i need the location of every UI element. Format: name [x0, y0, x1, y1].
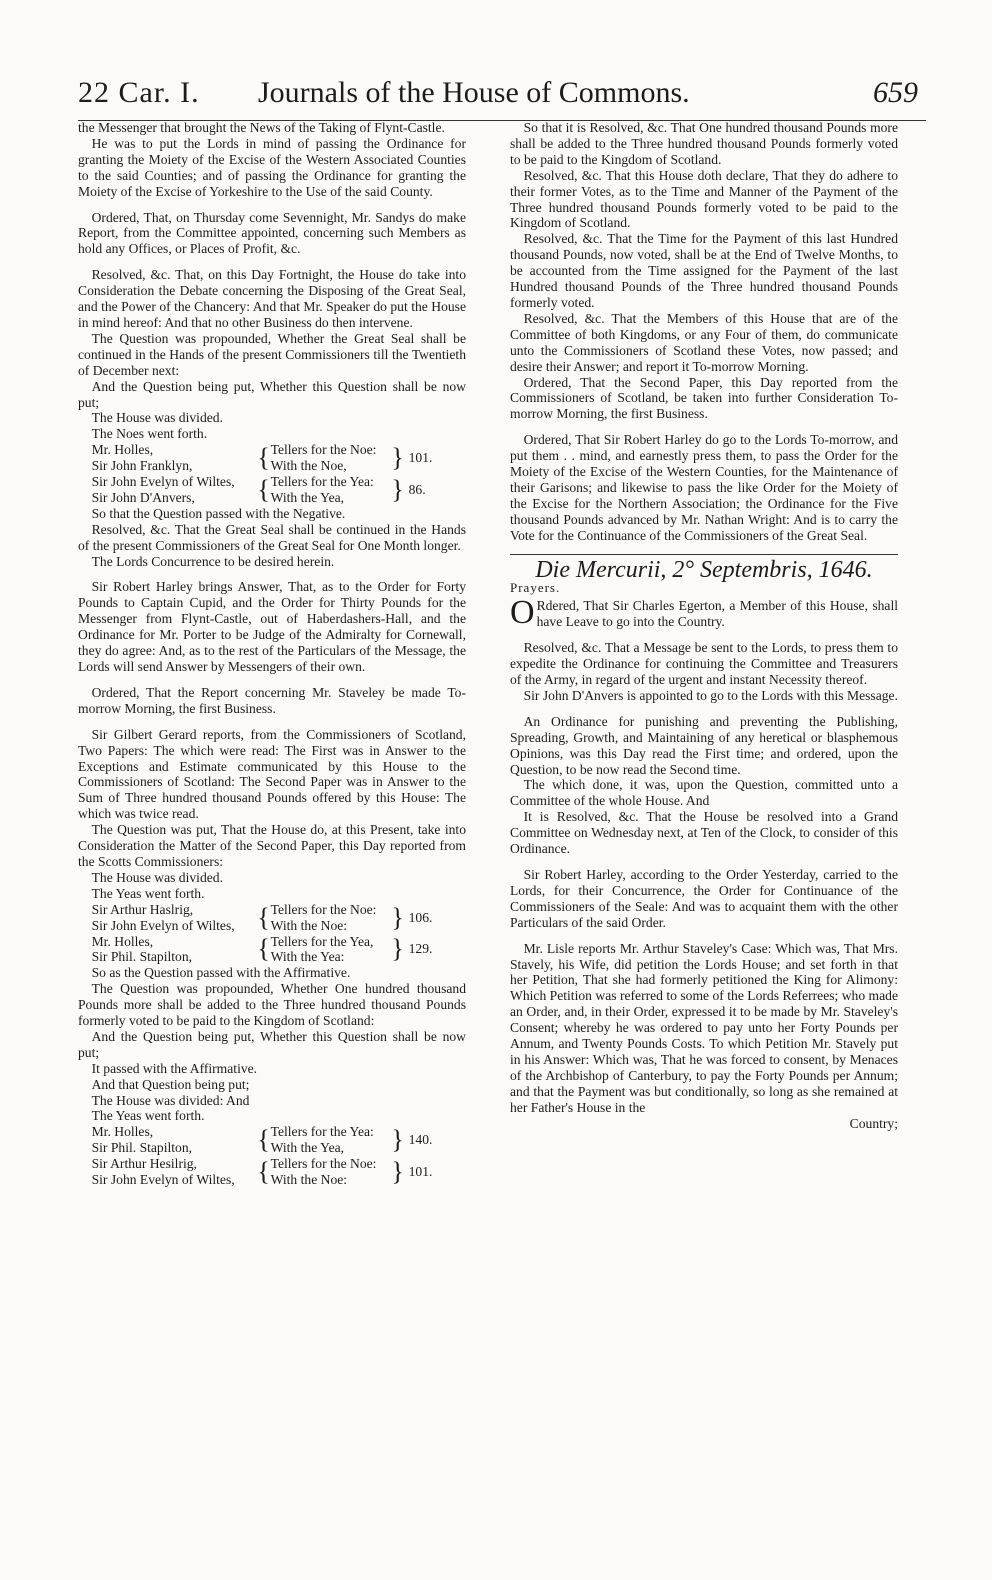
teller-role: Tellers for the Noe:	[270, 1156, 377, 1172]
teller-roles	[271, 934, 391, 966]
paragraph: The House was divided.	[91, 869, 223, 885]
teller-role: With the Noe,	[270, 458, 347, 474]
teller-names	[92, 474, 257, 506]
paragraph: Sir Robert Harley, according to the Order Yesterday, carried to the Lords, for their Concurrence, the Order for Continuance of the Commissioners of the Seale: And was to acquaint them with the other Particulars of the said Order.	[510, 866, 898, 930]
paragraph: Mr. Lisle reports Mr. Arthur Staveley's Case: Which was, That Mrs. Stavely, his Wife, did petition the Lords House; and set forth in that her Petition, That she had formerly petitioned the King for Alimony: Which Petition was referred to some of the Lords Referrees; who made an Order, and, in their Order, expressed it to be made by Mr. Staveley's Consent; whereby he was ordered to pay unto her Forty Pounds per Annum, and Twenty Pounds Costs. To which Petition Mr. Stavely put in his Answer: Which was, That he was forced to consent, by Menaces of the Archbishop of Canterbury, to pay the Forty Pounds per Annum; and that the Payment was but conditionally, so long as she remained at her Father's House in the	[510, 940, 898, 1115]
paragraph: So that the Question passed with the Negative.	[91, 505, 346, 521]
teller-name: Sir Arthur Hesilrig,	[91, 1156, 197, 1172]
brace-glyph: }	[391, 474, 404, 504]
tellers-row	[92, 1124, 466, 1156]
teller-name: Mr. Holles,	[91, 442, 154, 458]
teller-role: Tellers for the Yea:	[270, 474, 374, 490]
paragraph: Resolved, &c. That this House doth declare, That they do adhere to their former Votes, as to the Time and Manner of the Payment of the Three hundred thousand Pounds formerly voted to be paid to the Kingdom of Scotland.	[510, 167, 898, 231]
paragraph-gap	[510, 857, 898, 867]
page-number: 659	[873, 76, 918, 109]
teller-role: Tellers for the Noe:	[270, 442, 377, 458]
vote-count: 101.	[408, 1164, 433, 1180]
paragraph-gap	[510, 704, 898, 714]
right-column	[510, 120, 898, 1131]
paragraph: Sir Robert Harley brings Answer, That, as to the Order for Forty Pounds to Captain Cupid, and the Order for Thirty Pounds for the Messenger from Flynt-Castle, out of Haberdashers-Hall, and the Ordinance for Mr. Porter to be Judge of the Admiralty for Cornewall, they do agree: And, as to the rest of the Particulars of the Message, the Lords will send Answer by Messengers of their own.	[78, 579, 466, 674]
paragraph: The Yeas went forth.	[91, 885, 205, 901]
paragraph: He was to put the Lords in mind of passing the Ordinance for granting the Moiety of the Excise of the Western Associated Counties to the said Counties; and of passing the Ordinance for granting the Moiety of the Excise of Yorkeshire to the Use of the said County.	[78, 135, 466, 199]
catchword: Country;	[849, 1115, 898, 1131]
teller-role: With the Yea,	[270, 1140, 345, 1156]
teller-name: Sir John Evelyn of Wiltes,	[91, 474, 235, 490]
tellers-table	[92, 1124, 466, 1188]
paragraph: Ordered, That the Report concerning Mr. Staveley be made To-morrow Morning, the first Business.	[78, 684, 466, 716]
paragraph: Ordered, That, on Thursday come Sevennight, Mr. Sandys do make Report, from the Committee appointed, concerning such Members as hold any Offices, or Places of Profit, &c.	[78, 209, 466, 257]
teller-name: Mr. Holles,	[91, 1124, 154, 1140]
teller-name: Mr. Holles,	[91, 933, 154, 949]
teller-role: Tellers for the Noe:	[270, 901, 377, 917]
paragraph: Resolved, &c. That the Great Seal shall be continued in the Hands of the present Commissioners of the Great Seal for One Month longer.	[78, 521, 466, 553]
brace-glyph: }	[391, 1157, 404, 1187]
paragraph-gap	[510, 931, 898, 941]
paragraph-gap	[78, 200, 466, 210]
paragraph: The House was divided: And	[91, 1092, 250, 1108]
paragraph: Resolved, &c. That, on this Day Fortnight, the House do take into Consideration the Debate concerning the Disposing of the Great Seal, and the Power of the Chancery: And that Mr. Speaker do put the House in mind hereof: And that no other Business do then intervene.	[78, 267, 466, 330]
paragraph: The Question was put, That the House do, at this Present, take into Consideration the Matter of the Second Paper, this Day reported from the Scotts Commissioners:	[78, 822, 466, 869]
paragraph: So that it is Resolved, &c. That One hundred thousand Pounds more shall be added to the Three hundred thousand Pounds formerly voted to be paid to the Kingdom of Scotland.	[510, 120, 898, 167]
brace-glyph: }	[391, 934, 404, 964]
teller-name: Sir John D'Anvers,	[91, 489, 195, 505]
paragraph: The which done, it was, upon the Question, committed unto a Committee of the whole House. And	[510, 777, 898, 809]
sitting-date-heading: Die Mercurii, 2° Septembris, 1646.	[535, 556, 873, 583]
prayers-heading: Prayers.	[510, 580, 561, 596]
section-divider	[510, 554, 898, 555]
teller-names	[92, 1124, 257, 1156]
paragraph: And the Question being put, Whether this Question shall be now put;	[78, 1028, 466, 1060]
paragraph: So as the Question passed with the Affirmative.	[91, 965, 351, 981]
tellers-row	[92, 442, 466, 474]
brace-glyph: {	[257, 1157, 270, 1187]
paragraph: Sir John D'Anvers is appointed to go to the Lords with this Message.	[523, 687, 898, 703]
paragraph: It is Resolved, &c. That the House be resolved into a Grand Committee on Wednesday next, at Ten of the Clock, to consider of this Ordinance.	[510, 809, 898, 857]
paragraph: The House was divided.	[91, 410, 223, 426]
tellers-row	[92, 474, 466, 506]
tellers-row	[92, 1156, 466, 1188]
vote-count: 86.	[408, 481, 426, 497]
tellers-row	[92, 934, 466, 966]
brace-glyph: {	[257, 443, 270, 473]
brace-glyph: {	[257, 934, 270, 964]
paragraph	[510, 594, 898, 632]
paragraph: And the Question being put, Whether this Question shall be now put;	[78, 378, 466, 410]
teller-name: Sir Phil. Stapilton,	[91, 949, 193, 965]
paragraph-gap	[78, 257, 466, 267]
paragraph: Resolved, &c. That a Message be sent to the Lords, to press them to expedite the Ordinance for continuing the Committee and Treasurers of the Army, in regard of the urgent and instant Necessity thereof.	[510, 640, 898, 687]
left-column	[78, 120, 466, 1188]
brace-glyph: }	[391, 902, 404, 932]
brace-glyph: {	[257, 1125, 270, 1155]
tellers-table	[92, 902, 466, 966]
teller-roles	[271, 1156, 391, 1188]
teller-name: Sir John Evelyn of Wiltes,	[91, 917, 235, 933]
brace-glyph: {	[257, 474, 270, 504]
paragraph-gap	[78, 717, 466, 727]
teller-role: With the Noe:	[270, 917, 348, 933]
paragraph-gap	[510, 630, 898, 640]
brace-glyph: }	[391, 443, 404, 473]
teller-role: Tellers for the Yea,	[270, 933, 374, 949]
paragraph: Ordered, That Sir Robert Harley do go to the Lords To-morrow, and put them . . mind, and earnestly press them, to pass the Order for the Moiety of the Excise of the Western Counties, for the Maintenance of their Garisons; and likewise to pass the like Order for the Moiety of the Excise for the Northern Association; the Ordinance for the Five thousand Pounds advanced by Mr. Nathan Wright: And is to carry the Vote for the Continuance of the Commissioners of the Great Seal.	[510, 432, 898, 543]
paragraph: The Question was propounded, Whether One hundred thousand Pounds more shall be added to the Three hundred thousand Pounds formerly voted to be paid to the Kingdom of Scotland:	[78, 981, 466, 1029]
paragraph-gap	[510, 422, 898, 432]
tellers-row	[92, 902, 466, 934]
paragraph: An Ordinance for punishing and preventing the Publishing, Spreading, Growth, and Maintaining of any heretical or blasphemous Opinions, was this Day read the First time; and ordered, upon the Question, to be now read the Second time.	[510, 713, 898, 777]
teller-roles	[271, 1124, 391, 1156]
teller-role: With the Yea:	[270, 949, 345, 965]
teller-role: Tellers for the Yea:	[270, 1124, 374, 1140]
paragraph: Resolved, &c. That the Members of this House that are of the Committee of both Kingdoms, or any Four of them, do communicate unto the Commissioners of Scotland these Votes, now passed; and desire their Answer; and report it To-morrow Morning.	[510, 310, 898, 374]
teller-roles	[271, 902, 391, 934]
teller-roles	[271, 474, 391, 506]
paragraph: the Messenger that brought the News of the Taking of Flynt-Castle.	[78, 120, 445, 135]
vote-count: 101.	[408, 450, 433, 466]
paragraph-gap	[78, 675, 466, 685]
paragraph: The Yeas went forth.	[91, 1108, 205, 1124]
teller-names	[92, 902, 257, 934]
tellers-table	[92, 442, 466, 506]
paragraph: And that Question being put;	[91, 1076, 250, 1092]
vote-count: 140.	[408, 1132, 433, 1148]
paragraph: The Noes went forth.	[91, 426, 208, 442]
paragraph: The Question was propounded, Whether the Great Seal shall be continued in the Hands of the present Commissioners till the Twentieth of December next:	[78, 330, 466, 378]
paragraph-text: Rdered, That Sir Charles Egerton, a Member of this House, shall have Leave to go into the Country.	[536, 598, 898, 630]
paragraph-gap	[78, 569, 466, 579]
teller-names	[92, 442, 257, 474]
teller-name: Sir Phil. Stapilton,	[91, 1140, 193, 1156]
reign-label: 22 Car. I.	[78, 76, 200, 109]
teller-name: Sir John Franklyn,	[91, 458, 193, 474]
vote-count: 106.	[408, 909, 433, 925]
vote-count: 129.	[408, 941, 433, 957]
drop-cap: O	[510, 594, 535, 632]
teller-names	[92, 1156, 257, 1188]
teller-roles	[271, 442, 391, 474]
page-header	[78, 70, 926, 121]
teller-names	[92, 934, 257, 966]
journal-title: Journals of the House of Commons.	[258, 76, 690, 109]
teller-role: With the Noe:	[270, 1172, 348, 1188]
paragraph: Sir Gilbert Gerard reports, from the Commissioners of Scotland, Two Papers: The which were read: The First was in Answer to the Exceptions and Estimate communicated by this House to the Commissioners of Scotland: The Second Paper was in Answer to the Sum of Three hundred thousand Pounds offered by this House: The which was twice read.	[78, 726, 466, 822]
teller-name: Sir Arthur Haslrig,	[91, 901, 194, 917]
paragraph: The Lords Concurrence to be desired herein.	[91, 553, 335, 569]
paragraph: It passed with the Affirmative.	[91, 1060, 258, 1076]
teller-role: With the Yea,	[270, 489, 345, 505]
paragraph: Resolved, &c. That the Time for the Payment of this last Hundred thousand Pounds, now voted, shall be at the End of Twelve Months, to be accounted from the Time assigned for the Payment of the last Hundred thousand Pounds of the Three hundred thousand Pounds formerly voted.	[510, 231, 898, 310]
teller-name: Sir John Evelyn of Wiltes,	[91, 1172, 235, 1188]
brace-glyph: }	[391, 1125, 404, 1155]
paragraph: Ordered, That the Second Paper, this Day reported from the Commissioners of Scotland, be taken into further Consideration To-morrow Morning, the first Business.	[510, 374, 898, 422]
brace-glyph: {	[257, 902, 270, 932]
